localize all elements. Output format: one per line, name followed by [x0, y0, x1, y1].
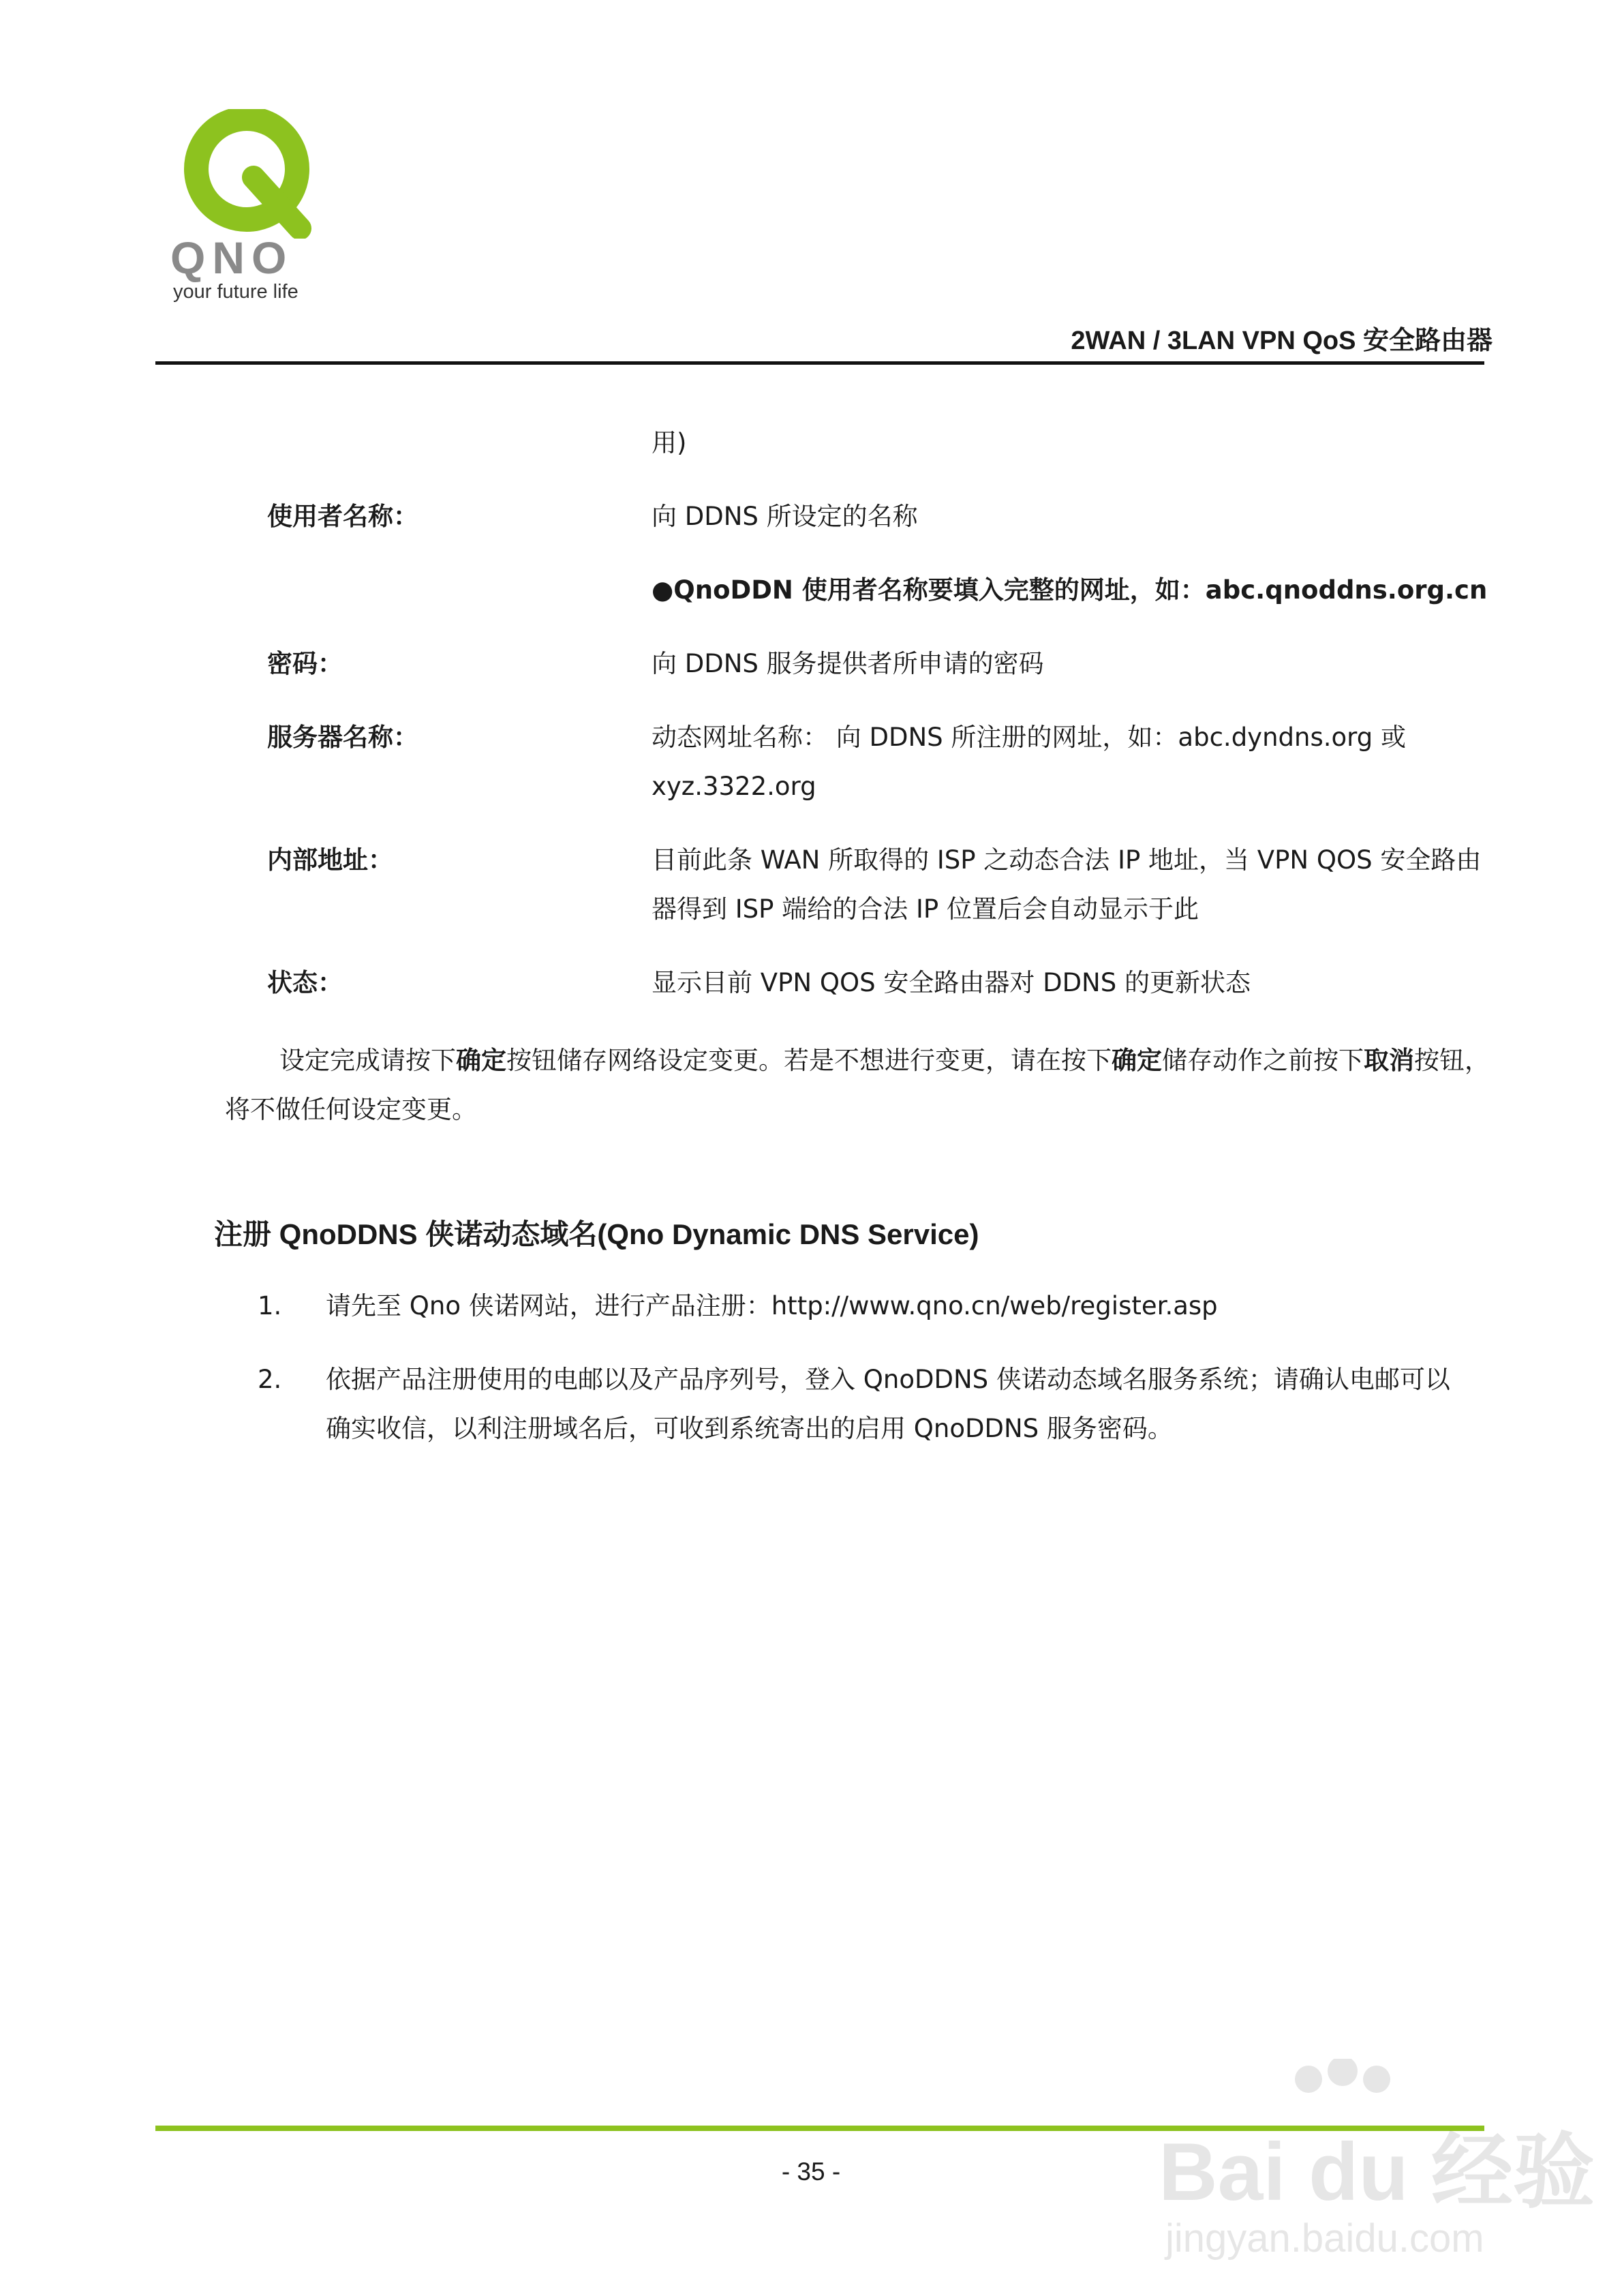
paragraph-text: 储存动作之前按下: [1162, 1046, 1364, 1075]
internal-address-label: 内部地址：: [267, 845, 393, 875]
paragraph-text: 按钮，将不做任何设定变更。: [225, 1046, 1490, 1124]
username-value: 向 DDNS 所设定的名称: [652, 502, 918, 531]
server-name-value: 动态网址名称： 向 DDNS 所注册的网址，如：abc.dyndns.org 或 xyz.3322.org: [652, 723, 1406, 801]
header-divider: [155, 361, 1484, 365]
logo-wordmark: QNO: [170, 232, 294, 283]
instruction-paragraph: [225, 1036, 1493, 1134]
document-title: 2WAN / 3LAN VPN QoS 安全路由器: [1071, 327, 1493, 355]
confirm-keyword: 确定: [456, 1046, 506, 1075]
section-heading: 注册 QnoDDNS 侠诺动态域名(Qno Dynamic DNS Service): [214, 1218, 979, 1250]
status-label: 状态：: [267, 968, 343, 997]
username-label: 使用者名称：: [267, 502, 418, 531]
company-logo: [170, 109, 334, 307]
confirm-keyword: 确定: [1112, 1046, 1162, 1075]
list-item-number: 1.: [258, 1291, 282, 1320]
watermark-url: jingyan.baidu.com: [1165, 2216, 1484, 2261]
watermark: [1145, 2059, 1595, 2263]
list-item-text: 依据产品注册使用的电邮以及产品序列号，登入 QnoDDNS 侠诺动态域名服务系统；请确认电邮可以确实收信，以利注册域名后，可收到系统寄出的启用 QnoDDNS 服务密码。: [326, 1365, 1450, 1443]
password-label: 密码：: [267, 649, 343, 678]
continuation-text: 用): [652, 428, 687, 457]
server-name-label: 服务器名称：: [267, 723, 418, 752]
list-item-number: 2.: [258, 1365, 282, 1394]
page-number: - 35 -: [781, 2158, 841, 2186]
paragraph-text: 按钮储存网络设定变更。若是不想进行变更，请在按下: [506, 1046, 1112, 1075]
username-note: ●QnoDDN 使用者名称要填入完整的网址，如：abc.qnoddns.org.cn: [652, 575, 1488, 605]
paragraph-text: 设定完成请按下: [279, 1046, 456, 1075]
cancel-keyword: 取消: [1364, 1046, 1414, 1075]
list-item-text: 请先至 Qno 侠诺网站，进行产品注册：http://www.qno.cn/web/register.asp: [326, 1291, 1218, 1320]
qno-logo-icon: [179, 109, 322, 239]
logo-tagline: your future life: [173, 281, 299, 303]
internal-address-value: 目前此条 WAN 所取得的 ISP 之动态合法 IP 地址，当 VPN QOS 安全路由器得到 ISP 端给的合法 IP 位置后会自动显示于此: [652, 845, 1482, 924]
password-value: 向 DDNS 服务提供者所申请的密码: [652, 649, 1044, 678]
status-value: 显示目前 VPN QOS 安全路由器对 DDNS 的更新状态: [652, 968, 1251, 997]
watermark-brand: Bai du 经验: [1159, 2126, 1595, 2218]
